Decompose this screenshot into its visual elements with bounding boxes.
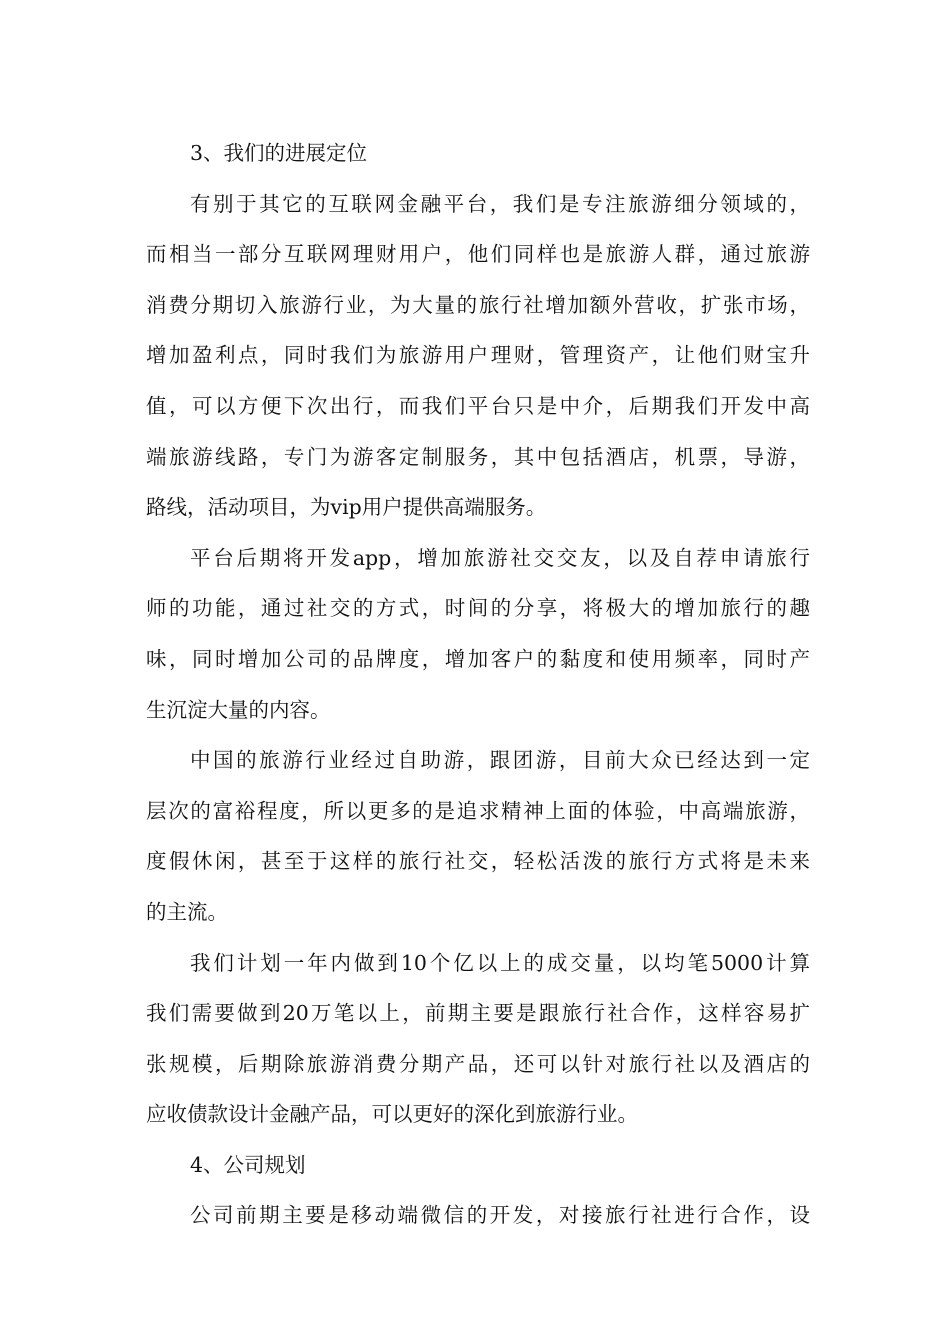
text-line: 端旅游线路，专门为游客定制服务，其中包括酒店，机票，导游， [146, 444, 810, 469]
text-line: 层次的富裕程度，所以更多的是追求精神上面的体验，中高端旅游， [146, 798, 810, 823]
text-line: 度假休闲，甚至于这样的旅行社交，轻松活泼的旅行方式将是未来 [146, 849, 810, 874]
text-line: 张规模，后期除旅游消费分期产品，还可以针对旅行社以及酒店的 [146, 1051, 810, 1076]
text-line: 平台后期将开发app，增加旅游社交交友，以及自荐申请旅行 [190, 545, 810, 570]
text-line: 3、我们的进展定位 [190, 141, 368, 165]
text-line: 中国的旅游行业经过自助游，跟团游，目前大众已经达到一定 [190, 748, 810, 773]
text-line: 有别于其它的互联网金融平台，我们是专注旅游细分领域的， [190, 191, 810, 216]
text-line: 师的功能，通过社交的方式，时间的分享，将极大的增加旅行的趣 [146, 596, 810, 621]
text-line: 生沉淀大量的内容。 [146, 697, 331, 722]
text-line: 的主流。 [146, 899, 228, 924]
text-line: 我们计划一年内做到10个亿以上的成交量，以均笔5000计算 [190, 950, 810, 975]
text-line: 值，可以方便下次出行，而我们平台只是中介，后期我们开发中高 [146, 393, 810, 418]
text-line: 增加盈利点，同时我们为旅游用户理财，管理资产，让他们财宝升 [146, 343, 810, 368]
document-body [146, 132, 810, 1245]
text-line: 我们需要做到20万笔以上，前期主要是跟旅行社合作，这样容易扩 [146, 1001, 810, 1026]
text-line: 消费分期切入旅游行业，为大量的旅行社增加额外营收，扩张市场， [146, 292, 810, 317]
text-line: 路线，活动项目，为vip用户提供高端服务。 [146, 495, 547, 520]
text-line: 而相当一部分互联网理财用户，他们同样也是旅游人群，通过旅游 [146, 242, 810, 267]
text-line: 公司前期主要是移动端微信的开发，对接旅行社进行合作，设 [190, 1203, 810, 1228]
text-line: 4、公司规划 [190, 1152, 306, 1177]
text-line: 应收债款设计金融产品，可以更好的深化到旅游行业。 [146, 1102, 638, 1127]
text-line: 味，同时增加公司的品牌度，增加客户的黏度和使用频率，同时产 [146, 646, 810, 671]
